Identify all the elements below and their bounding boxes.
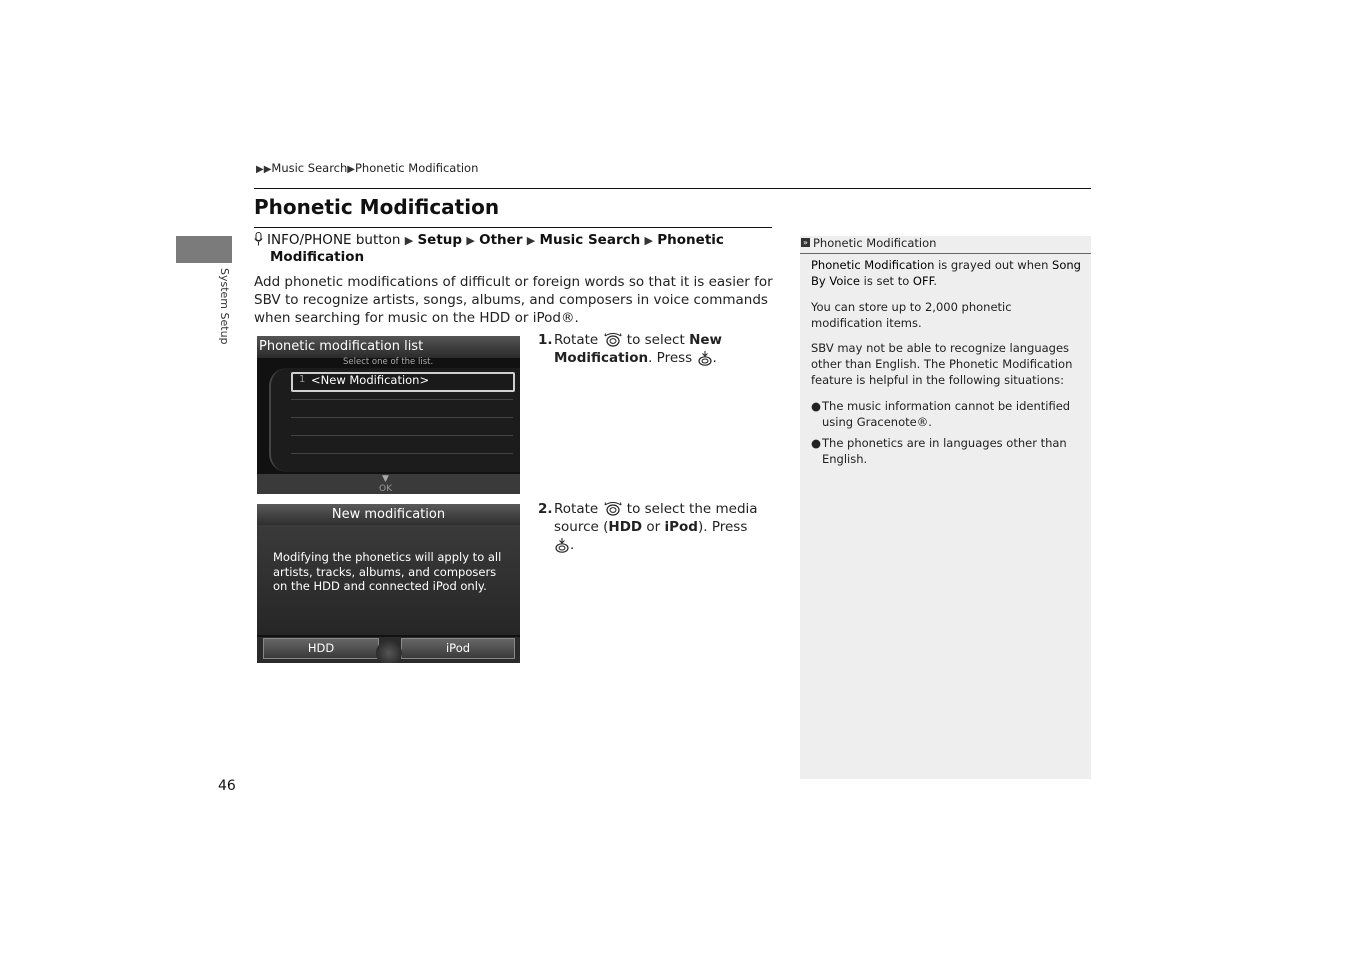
page-number: 46 <box>218 778 236 794</box>
note-paragraph-1 <box>811 257 1083 289</box>
step-text: . <box>712 350 717 366</box>
breadcrumb-item-phonetic-modification: Phonetic Modification <box>354 161 479 175</box>
screen-message: Modifying the phonetics will apply to all artists, tracks, albums, and composers on the HDD and connected iPod only. <box>273 550 502 594</box>
chevron-down-icon: ▼ <box>382 474 389 484</box>
step-2 <box>538 500 763 554</box>
screen-title: New modification <box>331 507 446 522</box>
nav-step-music-search: Music Search <box>539 232 641 248</box>
nav-step-other: Other <box>479 232 523 248</box>
side-note-title: Phonetic Modification <box>813 236 937 250</box>
step-text: Rotate <box>554 501 599 517</box>
step-bold: Modification <box>554 350 649 366</box>
arrow-right-icon: ▶ <box>404 234 414 247</box>
list-divider <box>291 453 513 454</box>
list-divider <box>291 399 513 400</box>
nav-step-modification: Modification <box>270 249 365 265</box>
section-label: System Setup <box>218 268 231 345</box>
step-text: to select <box>626 332 685 348</box>
bullet-icon: ● <box>811 399 822 413</box>
arrow-right-icon: ▶ <box>466 234 475 247</box>
nav-start: INFO/PHONE button <box>267 232 401 248</box>
interface-dial-rotate-icon <box>603 332 623 348</box>
note-bullet <box>811 435 1083 467</box>
arrow-right-icon: ▶ <box>526 234 536 247</box>
ok-label: OK <box>379 484 392 494</box>
note-bold: Song By Voice <box>811 258 1081 288</box>
hdd-button[interactable]: HDD <box>263 638 379 659</box>
voice-command-icon <box>254 232 263 246</box>
ok-button[interactable] <box>379 474 392 494</box>
arrow-right-icon: ▶ <box>347 164 355 175</box>
note-bold: OFF <box>912 274 934 288</box>
note-bold: Phonetic Modification <box>811 258 935 272</box>
interface-dial-press-icon <box>697 350 713 366</box>
navigation-path <box>254 232 774 266</box>
step-1 <box>538 331 763 367</box>
screen-title: Phonetic modification list <box>259 339 424 354</box>
list-divider <box>291 435 513 436</box>
interface-dial-press-icon <box>554 537 570 553</box>
phonetic-list-screenshot <box>257 336 520 494</box>
list-item-label: <New Modification> <box>311 373 430 387</box>
intro-paragraph: Add phonetic modifications of difficult or foreign words so that it is easier for SBV to recognize artists, songs, albums, and composers in voice commands when searching for music on the HDD or iPod®. <box>254 274 773 326</box>
note-bullet-text: The music information cannot be identified using Gracenote®. <box>822 399 1071 429</box>
arrow-right-icon: ▶▶ <box>256 164 272 175</box>
page-title: Phonetic Modification <box>254 195 500 219</box>
note-paragraph-2: You can store up to 2,000 phonetic modification items. <box>811 300 1012 330</box>
note-bullet-text: The phonetics are in languages other than English. <box>822 436 1067 466</box>
note-reference-icon: » <box>801 238 810 247</box>
step-bold: iPod <box>664 519 698 535</box>
step-text: . Press <box>648 350 693 366</box>
step-text: or <box>646 519 661 535</box>
title-rule <box>254 227 772 228</box>
breadcrumb-item-music-search: Music Search <box>271 161 348 175</box>
breadcrumb <box>256 161 478 175</box>
step-number: 1. <box>538 332 553 348</box>
note-text: is grayed out when <box>938 258 1049 272</box>
knob-icon <box>376 640 402 663</box>
nav-step-setup: Setup <box>417 232 463 248</box>
note-paragraph-3: SBV may not be able to recognize languages other than English. The Phonetic Modification feature is helpful in the following situations: <box>811 341 1073 387</box>
note-text: . <box>933 274 937 288</box>
list-divider <box>291 417 513 418</box>
ipod-button[interactable]: iPod <box>401 638 515 659</box>
interface-dial-rotate-icon <box>603 501 623 517</box>
step-bold: HDD <box>608 519 643 535</box>
step-text: to select the media <box>626 501 758 517</box>
note-bullet <box>811 398 1083 430</box>
arrow-right-icon: ▶ <box>644 234 653 247</box>
note-text: is set to <box>863 274 910 288</box>
step-text: source ( <box>554 519 609 535</box>
step-text: ). Press <box>697 519 748 535</box>
bullet-icon: ● <box>811 436 822 450</box>
step-text: . <box>570 537 575 553</box>
new-modification-screenshot <box>257 504 520 663</box>
list-item-number: 1 <box>299 374 306 385</box>
screen-subtitle: Select one of the list. <box>343 357 434 367</box>
step-text: Rotate <box>554 332 599 348</box>
nav-step-phonetic: Phonetic <box>657 232 724 248</box>
header-rule <box>254 188 1091 189</box>
step-number: 2. <box>538 501 553 517</box>
step-bold: New <box>689 332 722 348</box>
section-tab <box>176 236 232 263</box>
